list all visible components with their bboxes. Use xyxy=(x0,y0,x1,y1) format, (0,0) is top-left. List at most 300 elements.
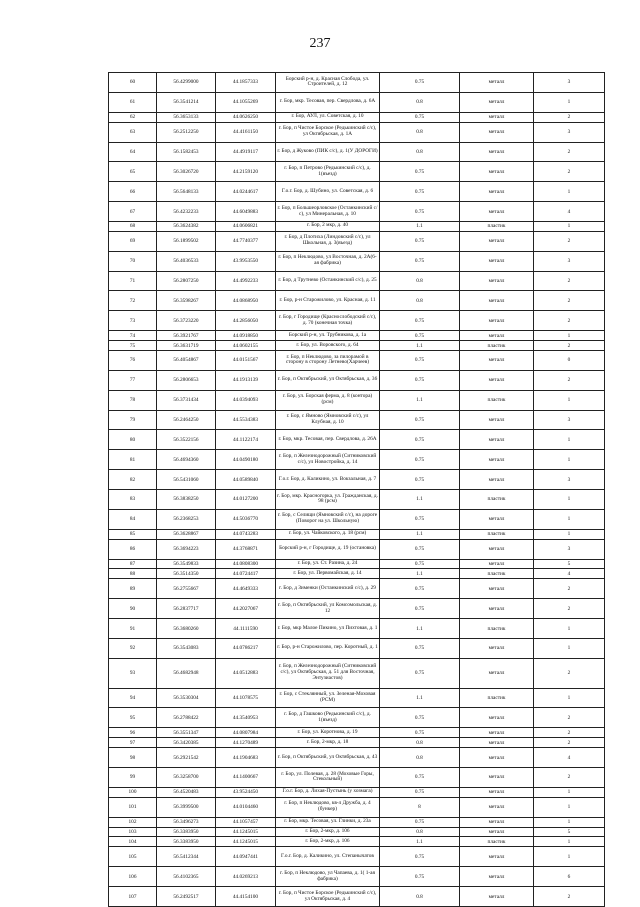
table-row xyxy=(109,112,605,122)
table-row xyxy=(109,529,605,539)
latitude: 56.3680260 xyxy=(157,619,216,639)
container-material: металл xyxy=(460,291,534,311)
address: г. Бор, 2-мкр, д. 18 xyxy=(276,738,380,748)
latitude: 56.3549833 xyxy=(157,559,216,569)
container-volume: 0.75 xyxy=(380,817,460,827)
table-row xyxy=(109,410,605,430)
address: г. Бор, д Плотиха (Линдовский с/с), ул Школьная, д. 3(въезд) xyxy=(276,231,380,251)
address: г. Бор, мкр. Красногорка, ул. Гражданская, д. 98 (рсм) xyxy=(276,490,380,510)
row-number: 68 xyxy=(109,221,157,231)
row-number: 65 xyxy=(109,162,157,182)
row-number: 100 xyxy=(109,787,157,797)
table-row xyxy=(109,122,605,142)
container-material: пластик xyxy=(460,619,534,639)
table-row xyxy=(109,638,605,658)
address: г. Бор, ул. Полевая, д. 28 (Моховые Горы, Стекольный) xyxy=(276,768,380,788)
latitude: 56.3551347 xyxy=(157,728,216,738)
latitude: 56.4520483 xyxy=(157,787,216,797)
address: Борский р-н, г Городище, д. 19 (остановка) xyxy=(276,539,380,559)
container-material: металл xyxy=(460,92,534,112)
container-count: 1 xyxy=(534,509,605,529)
address: Г.о.г. Бор, д. Шубино, ул. Советская, д. 6 xyxy=(276,182,380,202)
container-count: 3 xyxy=(534,122,605,142)
table-row xyxy=(109,291,605,311)
longitude: 43.9524450 xyxy=(216,787,276,797)
container-volume: 1.1 xyxy=(380,529,460,539)
container-count: 1 xyxy=(534,490,605,510)
container-count: 1 xyxy=(534,430,605,450)
longitude: 44.0589840 xyxy=(216,470,276,490)
row-number: 94 xyxy=(109,688,157,708)
address: г. Бор, п Неклюдово, ул Восточная, д. 2А(6-ая фабрика) xyxy=(276,251,380,271)
address: г. Бор, п Железнодорожный (Ситниковский с/с), ул Октябрьская, д. 51 для Восточная, Энтузиастов) xyxy=(276,658,380,688)
container-material: металл xyxy=(460,768,534,788)
table-row xyxy=(109,92,605,112)
container-material: металл xyxy=(460,331,534,341)
address: г. Бор, п Октябрьский, ул Октябрьская, д. 43 xyxy=(276,748,380,768)
row-number: 76 xyxy=(109,351,157,371)
container-count: 2 xyxy=(534,231,605,251)
address: г. Бор, 2 мкр, д. 40 xyxy=(276,221,380,231)
container-material: металл xyxy=(460,728,534,738)
address: г. Бор, п Чистое Борское (Редькинский с/с), ул Октябрьская, д. 4 xyxy=(276,887,380,907)
address: г. Бор, п Октябрьский, ул Комсомольская, д. 12 xyxy=(276,599,380,619)
container-material: металл xyxy=(460,638,534,658)
container-volume: 0.75 xyxy=(380,251,460,271)
address: г. Бор, 2-мкр, д. 106 xyxy=(276,837,380,847)
row-number: 79 xyxy=(109,410,157,430)
latitude: 56.3731434 xyxy=(157,390,216,410)
longitude: 44.0512883 xyxy=(216,658,276,688)
container-material: пластик xyxy=(460,688,534,708)
table-row xyxy=(109,579,605,599)
table-row xyxy=(109,619,605,639)
container-volume: 0.75 xyxy=(380,202,460,222)
table-row xyxy=(109,231,605,251)
container-volume: 0.75 xyxy=(380,331,460,341)
row-number: 81 xyxy=(109,450,157,470)
table-row xyxy=(109,251,605,271)
table-row xyxy=(109,658,605,688)
table-row xyxy=(109,738,605,748)
address: г. Бор, п Железнодорожный (Ситниковский с/с), ул Новостройка, д. 14 xyxy=(276,450,380,470)
container-count: 1 xyxy=(534,450,605,470)
row-number: 84 xyxy=(109,509,157,529)
container-volume: 0.75 xyxy=(380,470,460,490)
container-count: 2 xyxy=(534,579,605,599)
table-row xyxy=(109,539,605,559)
latitude: 56.2512250 xyxy=(157,122,216,142)
row-number: 101 xyxy=(109,797,157,817)
row-number: 93 xyxy=(109,658,157,688)
container-count: 2 xyxy=(534,728,605,738)
table-row xyxy=(109,509,605,529)
latitude: 56.4232233 xyxy=(157,202,216,222)
address: г. Бор, ул. Чайковского, д. 18 (рсм) xyxy=(276,529,380,539)
longitude: 44.0786217 xyxy=(216,638,276,658)
table-row xyxy=(109,370,605,390)
longitude: 44.1913139 xyxy=(216,370,276,390)
row-number: 90 xyxy=(109,599,157,619)
longitude: 44.0807984 xyxy=(216,728,276,738)
container-material: металл xyxy=(460,202,534,222)
latitude: 56.3694223 xyxy=(157,539,216,559)
address: г. Бор, п Чистое Борское (Редькинский с/с), ул Октябрьская, д. 1А xyxy=(276,122,380,142)
latitude: 56.2806653 xyxy=(157,370,216,390)
longitude: 44.5534383 xyxy=(216,410,276,430)
table-row xyxy=(109,837,605,847)
container-volume: 0.8 xyxy=(380,887,460,907)
container-material: металл xyxy=(460,579,534,599)
container-material: металл xyxy=(460,430,534,450)
latitude: 56.4036533 xyxy=(157,251,216,271)
longitude: 44.1904683 xyxy=(216,748,276,768)
row-number: 92 xyxy=(109,638,157,658)
longitude: 44.1078575 xyxy=(216,688,276,708)
container-count: 2 xyxy=(534,708,605,728)
row-number: 70 xyxy=(109,251,157,271)
longitude: 44.4649333 xyxy=(216,579,276,599)
longitude: 44.0104460 xyxy=(216,797,276,817)
container-volume: 1.1 xyxy=(380,490,460,510)
container-material: металл xyxy=(460,73,534,93)
container-volume: 0.75 xyxy=(380,638,460,658)
row-number: 85 xyxy=(109,529,157,539)
table-row xyxy=(109,599,605,619)
container-volume: 1.1 xyxy=(380,341,460,351)
table-row xyxy=(109,817,605,827)
longitude: 44.0743283 xyxy=(216,529,276,539)
container-material: металл xyxy=(460,351,534,371)
row-number: 105 xyxy=(109,847,157,867)
container-count: 3 xyxy=(534,470,605,490)
container-count: 1 xyxy=(534,638,605,658)
container-material: металл xyxy=(460,470,534,490)
table-row xyxy=(109,867,605,887)
latitude: 56.3496273 xyxy=(157,817,216,827)
latitude: 56.3530304 xyxy=(157,688,216,708)
latitude: 56.2837717 xyxy=(157,599,216,619)
row-number: 60 xyxy=(109,73,157,93)
address: г. Бор, АУЛ, ул. Советская, д. 10 xyxy=(276,112,380,122)
latitude: 56.1899502 xyxy=(157,231,216,251)
address: г. Бор, п Петровo (Редькинский с/с), д. 1(въезд) xyxy=(276,162,380,182)
row-number: 78 xyxy=(109,390,157,410)
container-count: 2 xyxy=(534,142,605,162)
container-volume: 1.1 xyxy=(380,619,460,639)
longitude: 44.0151567 xyxy=(216,351,276,371)
latitude: 56.2464250 xyxy=(157,410,216,430)
table-row xyxy=(109,490,605,510)
latitude: 56.3838250 xyxy=(157,490,216,510)
container-material: металл xyxy=(460,887,534,907)
container-count: 2 xyxy=(534,311,605,331)
container-count: 1 xyxy=(534,182,605,202)
container-volume: 0.75 xyxy=(380,430,460,450)
longitude: 44.0602155 xyxy=(216,341,276,351)
longitude: 44.0127200 xyxy=(216,490,276,510)
container-volume: 0.75 xyxy=(380,73,460,93)
latitude: 56.5431060 xyxy=(157,470,216,490)
table-row xyxy=(109,748,605,768)
longitude: 43.9953550 xyxy=(216,251,276,271)
address: г. Бор, мкр. Тесовая, пер. Свердлова, д. 6А xyxy=(276,92,380,112)
container-count: 1 xyxy=(534,619,605,639)
row-number: 82 xyxy=(109,470,157,490)
longitude: 44.0868950 xyxy=(216,291,276,311)
latitude: 56.3543083 xyxy=(157,638,216,658)
row-number: 102 xyxy=(109,817,157,827)
address: г. Бор, д Трутнево (Останкинский с/с), д. 25 xyxy=(276,271,380,291)
container-material: металл xyxy=(460,122,534,142)
container-material: металл xyxy=(460,539,534,559)
row-number: 106 xyxy=(109,867,157,887)
address: г. Бор, р-н Старожилово, пер. Коротный, д. 1 xyxy=(276,638,380,658)
longitude: 44.0808300 xyxy=(216,559,276,569)
row-number: 62 xyxy=(109,112,157,122)
longitude: 44.4161150 xyxy=(216,122,276,142)
longitude: 44.0606821 xyxy=(216,221,276,231)
table-row xyxy=(109,569,605,579)
container-volume: 0.75 xyxy=(380,182,460,202)
container-material: металл xyxy=(460,827,534,837)
container-volume: 0.8 xyxy=(380,271,460,291)
latitude: 56.2807250 xyxy=(157,271,216,291)
latitude: 56.4682948 xyxy=(157,658,216,688)
address: г. Бор, п Неклюдово, ул Чапаева, д. 1( 1-ая фабрика) xyxy=(276,867,380,887)
row-number: 64 xyxy=(109,142,157,162)
container-material: металл xyxy=(460,271,534,291)
container-material: металл xyxy=(460,142,534,162)
container-count: 2 xyxy=(534,271,605,291)
address: г. Бор, с Селищи (Ямновский с/с), на дороге (Поворот на ул. Школьную) xyxy=(276,509,380,529)
container-volume: 0.8 xyxy=(380,142,460,162)
row-number: 83 xyxy=(109,490,157,510)
container-material: пластик xyxy=(460,490,534,510)
latitude: 56.2788422 xyxy=(157,708,216,728)
container-count: 1 xyxy=(534,221,605,231)
container-volume: 0.75 xyxy=(380,509,460,529)
container-count: 3 xyxy=(534,539,605,559)
table-row xyxy=(109,142,605,162)
container-count: 1 xyxy=(534,837,605,847)
table-row xyxy=(109,311,605,331)
table-row xyxy=(109,827,605,837)
latitude: 56.3723220 xyxy=(157,311,216,331)
container-volume: 0.8 xyxy=(380,827,460,837)
container-material: металл xyxy=(460,509,534,529)
container-material: металл xyxy=(460,251,534,271)
row-number: 69 xyxy=(109,231,157,251)
row-number: 61 xyxy=(109,92,157,112)
address: г. Бор, мкр. Тесовая, пер. Свердлова, д. 26А xyxy=(276,430,380,450)
longitude: 44.0724417 xyxy=(216,569,276,579)
latitude: 56.2755667 xyxy=(157,579,216,599)
latitude: 56.4102365 xyxy=(157,867,216,887)
container-material: металл xyxy=(460,867,534,887)
container-count: 4 xyxy=(534,569,605,579)
container-volume: 0.75 xyxy=(380,450,460,470)
table-row xyxy=(109,797,605,817)
container-count: 4 xyxy=(534,748,605,768)
row-number: 67 xyxy=(109,202,157,222)
row-number: 104 xyxy=(109,837,157,847)
table-row xyxy=(109,470,605,490)
table-row xyxy=(109,331,605,341)
latitude: 56.4694360 xyxy=(157,450,216,470)
longitude: 44.1122174 xyxy=(216,430,276,450)
longitude: 44.1245015 xyxy=(216,837,276,847)
latitude: 56.3541214 xyxy=(157,92,216,112)
latitude: 56.3420385 xyxy=(157,738,216,748)
longitude: 44.1245015 xyxy=(216,827,276,837)
container-volume: 0.75 xyxy=(380,539,460,559)
container-count: 2 xyxy=(534,768,605,788)
container-volume: 0.8 xyxy=(380,738,460,748)
container-count: 6 xyxy=(534,867,605,887)
container-volume: 0.75 xyxy=(380,410,460,430)
container-count: 5 xyxy=(534,827,605,837)
container-sites-table xyxy=(108,72,605,907)
container-volume: 1.1 xyxy=(380,390,460,410)
address: г. Бор, д Гашково (Редькинский с/с), д. 1(въезд) xyxy=(276,708,380,728)
container-material: пластик xyxy=(460,569,534,579)
address: г. Бор, п Октябрьский, ул Октябрьская, д. 36 xyxy=(276,370,380,390)
container-count: 1 xyxy=(534,787,605,797)
container-count: 2 xyxy=(534,887,605,907)
table-row xyxy=(109,271,605,291)
container-count: 2 xyxy=(534,370,605,390)
row-number: 88 xyxy=(109,569,157,579)
address: г. Бор, ул. Воровского, д. 64 xyxy=(276,341,380,351)
address: Г.о.г. Бор, д. Лихая-Пустынь (у хозмага) xyxy=(276,787,380,797)
latitude: 56.3921767 xyxy=(157,331,216,341)
longitude: 44.0626250 xyxy=(216,112,276,122)
container-volume: 1.1 xyxy=(380,688,460,708)
address: г. Бор, мкр Малое Пикино, ул Пихтовая, д. 1 xyxy=(276,619,380,639)
longitude: 44.0947441 xyxy=(216,847,276,867)
row-number: 66 xyxy=(109,182,157,202)
latitude: 56.5412344 xyxy=(157,847,216,867)
container-material: металл xyxy=(460,599,534,619)
table-row xyxy=(109,351,605,371)
row-number: 87 xyxy=(109,559,157,569)
container-material: пластик xyxy=(460,221,534,231)
container-volume: 0.75 xyxy=(380,579,460,599)
address: г. Бор, ул. Борская ферма, д. 8 (контора) (рсм) xyxy=(276,390,380,410)
container-volume: 0.75 xyxy=(380,112,460,122)
table-row xyxy=(109,202,605,222)
longitude: 44.0490180 xyxy=(216,450,276,470)
row-number: 97 xyxy=(109,738,157,748)
container-count: 2 xyxy=(534,112,605,122)
container-material: металл xyxy=(460,708,534,728)
latitude: 56.2492517 xyxy=(157,887,216,907)
container-volume: 0.8 xyxy=(380,122,460,142)
container-count: 2 xyxy=(534,599,605,619)
address: Г.о.г. Бор, д. Каликино, ул. Вокзальная, д. 7 xyxy=(276,470,380,490)
table-row xyxy=(109,73,605,93)
longitude: 44.3768871 xyxy=(216,539,276,559)
row-number: 80 xyxy=(109,430,157,450)
container-material: металл xyxy=(460,797,534,817)
container-count: 1 xyxy=(534,847,605,867)
row-number: 86 xyxy=(109,539,157,559)
container-volume: 0.75 xyxy=(380,370,460,390)
container-count: 2 xyxy=(534,658,605,688)
row-number: 107 xyxy=(109,887,157,907)
container-count: 3 xyxy=(534,73,605,93)
container-volume: 0.75 xyxy=(380,728,460,738)
latitude: 56.3026720 xyxy=(157,162,216,182)
container-count: 1 xyxy=(534,529,605,539)
address: г. Бор, 2-мкр, д. 106 xyxy=(276,827,380,837)
container-volume: 1.1 xyxy=(380,221,460,231)
longitude: 44.6049883 xyxy=(216,202,276,222)
container-count: 3 xyxy=(534,251,605,271)
container-volume: 0.8 xyxy=(380,92,460,112)
container-volume: 0.75 xyxy=(380,559,460,569)
table-row xyxy=(109,847,605,867)
container-volume: 0.75 xyxy=(380,768,460,788)
row-number: 98 xyxy=(109,748,157,768)
container-material: металл xyxy=(460,370,534,390)
longitude: 44.2159120 xyxy=(216,162,276,182)
longitude: 44.1055269 xyxy=(216,92,276,112)
container-volume: 0.75 xyxy=(380,162,460,182)
address: г. Бор, с Ямново (Ямновский с/с), ул Клубная, д. 10 xyxy=(276,410,380,430)
longitude: 44.0269213 xyxy=(216,867,276,887)
longitude: 44.1857333 xyxy=(216,73,276,93)
row-number: 96 xyxy=(109,728,157,738)
latitude: 56.4054867 xyxy=(157,351,216,371)
longitude: 44.7740377 xyxy=(216,231,276,251)
table-row xyxy=(109,688,605,708)
container-material: пластик xyxy=(460,837,534,847)
row-number: 74 xyxy=(109,331,157,341)
container-volume: 0.8 xyxy=(380,748,460,768)
row-number: 71 xyxy=(109,271,157,291)
container-material: пластик xyxy=(460,390,534,410)
row-number: 75 xyxy=(109,341,157,351)
container-volume: 0.75 xyxy=(380,658,460,688)
container-volume: 0.75 xyxy=(380,867,460,887)
container-count: 4 xyxy=(534,202,605,222)
table-row xyxy=(109,450,605,470)
table-row xyxy=(109,887,605,907)
container-count: 0 xyxy=(534,351,605,371)
container-volume: 0.75 xyxy=(380,787,460,797)
container-material: металл xyxy=(460,658,534,688)
latitude: 56.3631719 xyxy=(157,341,216,351)
container-volume: 1.1 xyxy=(380,569,460,579)
container-material: металл xyxy=(460,162,534,182)
address: г. Бор, р-н Старожилово, ул. Красная, д. 11 xyxy=(276,291,380,311)
latitude: 56.3653133 xyxy=(157,112,216,122)
address: г. Бор, ул. Ст. Разина, д. 24 xyxy=(276,559,380,569)
longitude: 44.5036770 xyxy=(216,509,276,529)
table-row xyxy=(109,559,605,569)
latitude: 56.1582453 xyxy=(157,142,216,162)
container-count: 1 xyxy=(534,390,605,410)
container-count: 2 xyxy=(534,738,605,748)
row-number: 91 xyxy=(109,619,157,639)
container-volume: 0.75 xyxy=(380,311,460,331)
container-count: 2 xyxy=(534,291,605,311)
container-count: 1 xyxy=(534,331,605,341)
table-row xyxy=(109,390,605,410)
latitude: 56.3514350 xyxy=(157,569,216,579)
